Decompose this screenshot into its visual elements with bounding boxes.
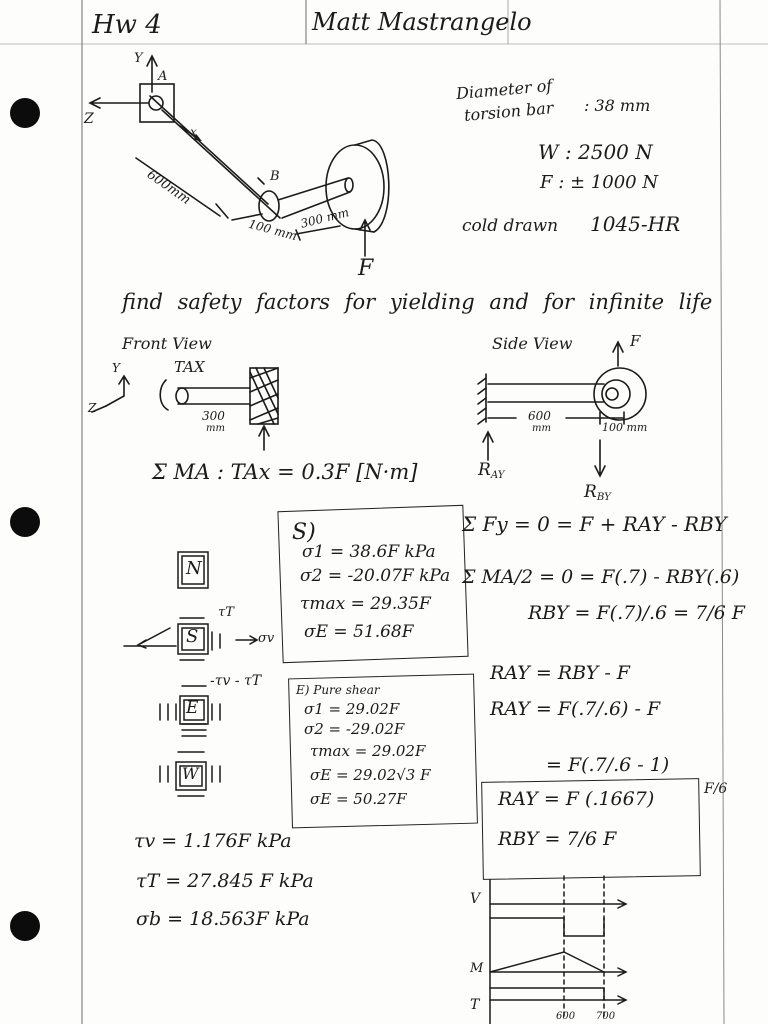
point-b-label: B bbox=[270, 169, 280, 184]
front-axis-z: Z bbox=[88, 401, 97, 415]
moment-diagram-label: M bbox=[470, 961, 484, 976]
element-e-tau-label: -τv - τT bbox=[210, 673, 262, 689]
stress-s-line1: σ1 = 38.6F kPa bbox=[302, 542, 436, 562]
problem-statement: find safety factors for yielding and for infinite life bbox=[122, 290, 713, 314]
sigma-b-result: σb = 18.563F kPa bbox=[136, 908, 310, 930]
rby-final: RBY = 7/6 F bbox=[498, 828, 617, 850]
stress-e-header: E) Pure shear bbox=[296, 683, 380, 697]
stress-e-line5: σE = 50.27F bbox=[310, 790, 407, 808]
element-s-tau-label: τT bbox=[218, 605, 234, 620]
dim-600-label: 600mm bbox=[143, 167, 194, 208]
diagram-dim-600: 600 bbox=[556, 1011, 576, 1022]
stress-s-line3: τmax = 29.35F bbox=[300, 594, 431, 614]
stress-e-line3: τmax = 29.02F bbox=[310, 742, 426, 760]
force-f-label: F bbox=[358, 256, 374, 281]
given-diameter-label-2: torsion bar bbox=[463, 98, 555, 125]
sum-fy-equation: Σ Fy = 0 = F + RAY - RBY bbox=[462, 512, 727, 536]
front-view-title: Front View bbox=[122, 334, 212, 353]
side-force-f: F bbox=[630, 332, 641, 350]
stress-s-line4: σE = 51.68F bbox=[304, 622, 414, 642]
dim-300-label: 300 mm bbox=[299, 205, 351, 231]
ray-final: RAY = F (.1667) bbox=[498, 788, 655, 810]
ray-equation-3: = F(.7/.6 - 1) bbox=[546, 754, 670, 776]
stress-e-line1: σ1 = 29.02F bbox=[304, 700, 400, 718]
assignment-title: Hw 4 bbox=[92, 10, 162, 40]
stress-s-header: S) bbox=[292, 520, 316, 545]
side-view-title: Side View bbox=[492, 334, 573, 353]
given-diameter-value: : 38 mm bbox=[584, 96, 651, 115]
tau-t-result: τT = 27.845 F kPa bbox=[136, 870, 314, 892]
front-dim-unit: mm bbox=[206, 423, 225, 434]
stress-s-line2: σ2 = -20.07F kPa bbox=[300, 566, 451, 586]
element-e-label: E bbox=[186, 698, 199, 718]
element-s-sigma-label: σv bbox=[258, 631, 275, 646]
stress-e-line2: σ2 = -29.02F bbox=[304, 720, 405, 738]
ray-equation-2: RAY = F(.7/.6) - F bbox=[490, 698, 661, 720]
ray-equation-1: RAY = RBY - F bbox=[490, 662, 630, 684]
side-dim-600: 600 bbox=[528, 409, 551, 423]
given-weight: W : 2500 N bbox=[538, 140, 653, 164]
moment-equation: Σ MA : TAx = 0.3F [N·m] bbox=[152, 460, 418, 484]
reaction-ray-label: $R_{AY}$ bbox=[478, 460, 505, 482]
dim-100-label: 100 mm bbox=[247, 216, 299, 244]
side-dim-600-unit: mm bbox=[532, 423, 551, 434]
torque-diagram-label: T bbox=[470, 997, 480, 1013]
given-material-label: cold drawn bbox=[462, 216, 559, 236]
stress-e-line4: σE = 29.02√3 F bbox=[310, 766, 431, 784]
rby-equation: RBY = F(.7)/.6 = 7/6 F bbox=[528, 602, 745, 624]
point-a-label: A bbox=[158, 69, 168, 84]
axis-x-label: x bbox=[190, 125, 197, 139]
front-dim-300: 300 bbox=[202, 409, 225, 423]
shear-diagram-label: V bbox=[470, 891, 481, 907]
reaction-rby-label: $R_{BY}$ bbox=[584, 482, 611, 504]
axis-y-label: Y bbox=[134, 51, 143, 66]
front-torque-label: TAX bbox=[174, 358, 205, 376]
element-n-label: N bbox=[186, 558, 202, 579]
sum-m-equation: Σ MA/2 = 0 = F(.7) - RBY(.6) bbox=[462, 566, 740, 588]
element-w-label: W bbox=[182, 764, 199, 783]
element-s-label: S bbox=[186, 626, 199, 647]
axis-z-label: Z bbox=[84, 111, 94, 127]
tau-v-result: τv = 1.176F kPa bbox=[134, 830, 292, 852]
f-over-6-note: F/6 bbox=[704, 781, 728, 797]
student-name: Matt Mastrangelo bbox=[312, 8, 532, 36]
front-axis-y: Y bbox=[112, 361, 120, 375]
side-dim-100: 100 mm bbox=[602, 421, 648, 434]
given-diameter-label: Diameter of bbox=[455, 75, 553, 104]
diagram-dim-700: 700 bbox=[596, 1011, 616, 1022]
given-force: F : ± 1000 N bbox=[540, 172, 659, 193]
given-material-grade: 1045-HR bbox=[590, 212, 681, 236]
